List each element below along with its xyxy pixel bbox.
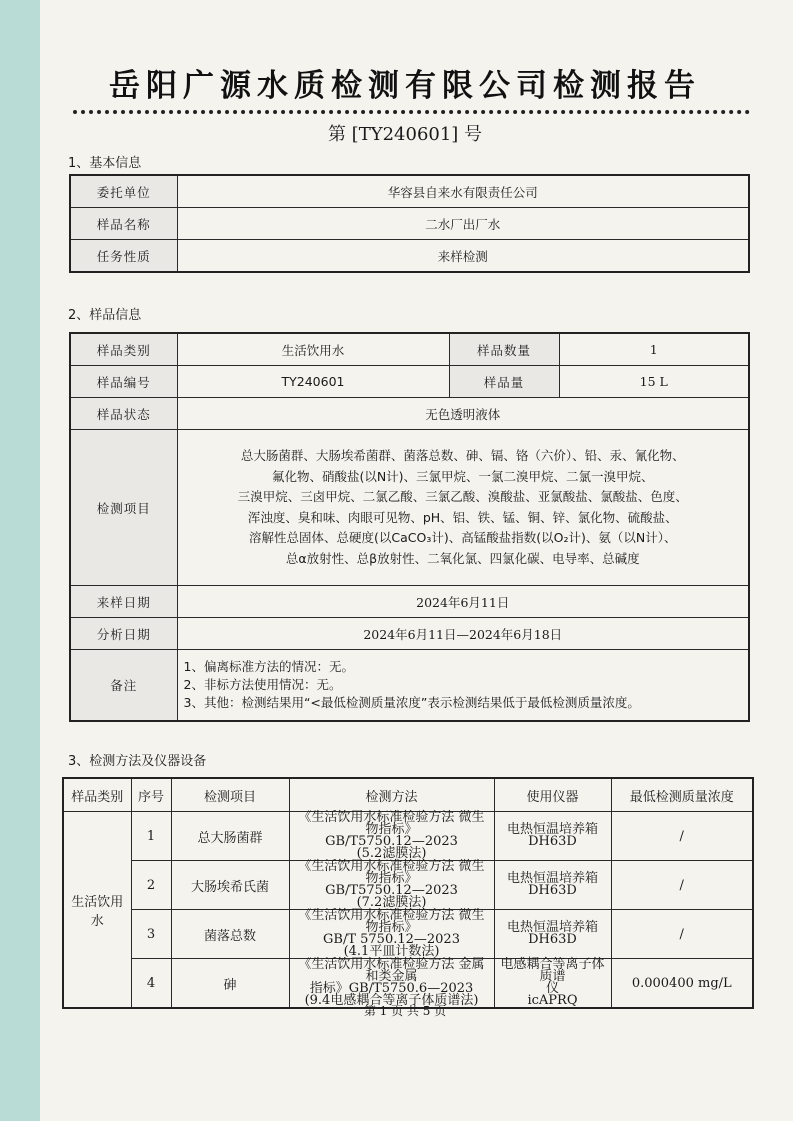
report-number: 第 [TY240601] 号: [327, 124, 483, 145]
row-item: 总大肠菌群: [171, 812, 289, 861]
row-item: 大肠埃希氏菌: [171, 861, 289, 910]
test-items-line: 浑浊度、臭和味、肉眼可见物、pH、铝、铁、锰、铜、锌、氯化物、硫酸盐、: [247, 509, 678, 525]
header-cell: 检测项目: [171, 778, 289, 812]
table-row: [70, 366, 749, 398]
row-number: 2: [131, 861, 171, 910]
header-cell: 最低检测质量浓度: [611, 778, 753, 812]
table-row: [70, 333, 749, 366]
analysis-date-label: 分析日期: [70, 618, 177, 650]
row-method: [289, 812, 494, 861]
row-number: 4: [131, 959, 171, 1009]
basic-info-table: [69, 174, 750, 273]
count-value: 1: [559, 333, 749, 366]
note-line: 1、偏离标准方法的情况：无。: [183, 659, 354, 674]
note-value: [177, 650, 749, 722]
category-cell: 生活饮用水: [63, 812, 131, 1009]
instrument-line: DH63D: [528, 883, 577, 898]
task-type-value: 来样检测: [177, 240, 749, 273]
method-line: 《生活饮用水标准检验方法 微生物指标》: [298, 908, 485, 935]
method-line: 《生活饮用水标准检验方法 微生物指标》: [298, 859, 485, 886]
row-limit: 0.000400 mg/L: [611, 959, 753, 1009]
sample-id-label: 样品编号: [70, 366, 177, 398]
count-label: 样品数量: [449, 333, 559, 366]
row-item: 砷: [171, 959, 289, 1009]
header-cell: 序号: [131, 778, 171, 812]
state-label: 样品状态: [70, 398, 177, 430]
table-row: [63, 861, 753, 910]
row-instrument: [494, 812, 611, 861]
test-items-line: 总大肠菌群、大肠埃希菌群、菌落总数、砷、镉、铬（六价）、铅、汞、氰化物、: [240, 448, 685, 463]
title-divider: [73, 110, 750, 114]
header-cell: 样品类别: [63, 778, 131, 812]
header-cell: 检测方法: [289, 778, 494, 812]
table-row: [70, 208, 749, 240]
table-row: [70, 175, 749, 208]
client-label: 委托单位: [70, 175, 177, 208]
row-instrument: [494, 959, 611, 1009]
row-number: 1: [131, 812, 171, 861]
method-line: GB/T5750.12—2023: [325, 834, 458, 849]
note-line: 2、非标方法使用情况：无。: [183, 677, 342, 692]
instrument-line: 电热恒温培养箱: [506, 822, 598, 837]
method-line: 《生活饮用水标准检验方法 微生物指标》: [298, 810, 485, 837]
row-instrument: [494, 910, 611, 959]
note-label: 备注: [70, 650, 177, 722]
client-value: 华容县自来水有限责任公司: [177, 175, 749, 208]
receive-date-value: 2024年6月11日: [177, 586, 749, 618]
receive-date-label: 来样日期: [70, 586, 177, 618]
table-row: [70, 240, 749, 273]
task-type-label: 任务性质: [70, 240, 177, 273]
test-items-line: 三溴甲烷、三卤甲烷、二氯乙酸、三氯乙酸、溴酸盐、亚氯酸盐、氯酸盐、色度、: [237, 489, 688, 504]
report-title: 岳阳广源水质检测有限公司检测报告: [109, 68, 701, 104]
amount-label: 样品量: [449, 366, 559, 398]
table-header-row: [63, 778, 753, 812]
instrument-line: 电感耦合等离子体质谱: [500, 957, 605, 984]
instrument-line: DH63D: [528, 932, 577, 947]
method-line: (5.2滤膜法): [356, 846, 427, 861]
sample-name-value: 二水厂出厂水: [177, 208, 749, 240]
test-items-line: 氟化物、硝酸盐(以N计)、三氯甲烷、一氯二溴甲烷、二氯一溴甲烷、: [271, 468, 654, 484]
method-line: (7.2滤膜法): [356, 895, 427, 910]
instrument-line: DH63D: [528, 834, 577, 849]
category-label: 样品类别: [70, 333, 177, 366]
table-row: [63, 812, 753, 861]
method-line: GB/T5750.12—2023: [325, 883, 458, 898]
section-sample-title: 2、样品信息: [68, 308, 142, 323]
test-items-label: 检测项目: [70, 430, 177, 586]
section-methods-title: 3、检测方法及仪器设备: [68, 754, 207, 769]
amount-value: 15 L: [559, 366, 749, 398]
sample-info-table: [69, 332, 750, 722]
note-line: 3、其他：检测结果用“<最低检测质量浓度”表示检测结果低于最低检测质量浓度。: [183, 695, 640, 710]
section-basic-title: 1、基本信息: [68, 156, 142, 171]
table-row: [63, 959, 753, 1009]
method-line: (9.4电感耦合等离子体质谱法): [304, 993, 479, 1008]
instrument-line: 电热恒温培养箱: [506, 920, 598, 935]
test-items-line: 总α放射性、总β放射性、二氧化氯、四氯化碳、电导率、总碱度: [285, 550, 640, 566]
table-row: [70, 650, 749, 722]
instrument-line: 电热恒温培养箱: [506, 871, 598, 886]
test-items-value: [177, 430, 749, 586]
table-row: [70, 430, 749, 586]
table-row: [70, 618, 749, 650]
analysis-date-value: 2024年6月11日—2024年6月18日: [177, 618, 749, 650]
sample-name-label: 样品名称: [70, 208, 177, 240]
table-row: [63, 910, 753, 959]
methods-table: [62, 777, 754, 1009]
table-row: [70, 398, 749, 430]
row-item: 菌落总数: [171, 910, 289, 959]
method-line: 《生活饮用水标准检验方法 金属和类金属: [298, 957, 485, 984]
page-footer: 第 1 页 共 5 页: [363, 1004, 447, 1018]
method-line: (4.1平皿计数法): [343, 944, 440, 959]
row-method: [289, 861, 494, 910]
test-items-line: 溶解性总固体、总硬度(以CaCO₃计)、高锰酸盐指数(以O₂计)、氨（以N计）、: [249, 530, 677, 545]
instrument-line: icAPRQ: [527, 993, 578, 1008]
method-line: 指标》GB/T5750.6—2023: [309, 981, 474, 996]
row-instrument: [494, 861, 611, 910]
row-limit: /: [611, 910, 753, 959]
method-line: GB/T 5750.12—2023: [323, 932, 460, 947]
sample-id-value: TY240601: [177, 366, 449, 398]
category-value: 生活饮用水: [177, 333, 449, 366]
instrument-line: 仪: [545, 981, 559, 996]
state-value: 无色透明液体: [177, 398, 749, 430]
header-cell: 使用仪器: [494, 778, 611, 812]
row-limit: /: [611, 861, 753, 910]
table-row: [70, 586, 749, 618]
row-method: [289, 959, 494, 1009]
row-number: 3: [131, 910, 171, 959]
row-limit: /: [611, 812, 753, 861]
row-method: [289, 910, 494, 959]
